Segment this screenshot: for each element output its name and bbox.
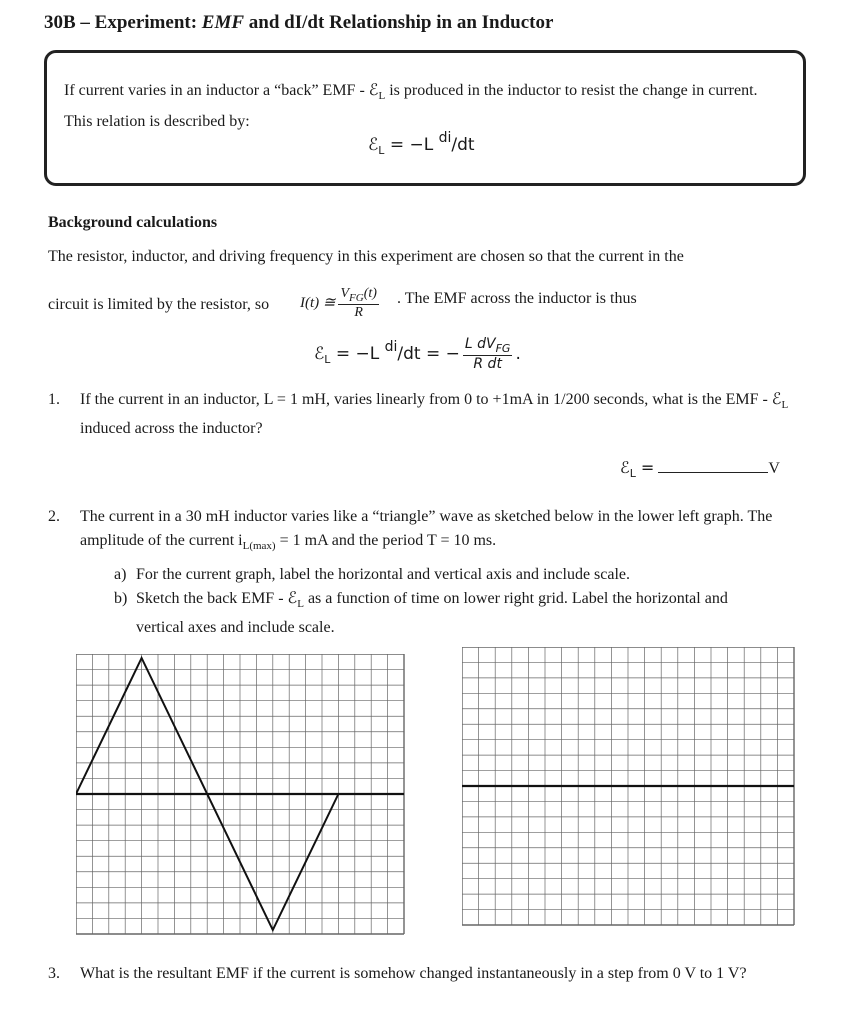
question-3-text: What is the resultant EMF if the current is somehow changed instantaneously in a step from 0 V to 1 V? xyxy=(80,965,747,982)
question-1-text: If the current in an inductor, L = 1 mH, varies linearly from 0 to +1mA in 1/200 seconds, what is the EMF - ℰ$_L$ induced across the inductor? xyxy=(80,391,789,437)
background-para-2: circuit is limited by the resistor, so xyxy=(48,296,270,313)
current-fraction: $\frac{V_{FG}(t)}{R}$ xyxy=(340,286,377,320)
emf-equation: ℰ$_L$ = −L $^{di}$/dt = − $\frac{L dV_{FG}}{\text{R dt}}$ . xyxy=(314,336,521,372)
background-heading: Background calculations xyxy=(48,214,218,231)
intro-text: If current varies in an inductor a “back” EMF - ℰ$_L$ is produced in the inductor to resist the change in current. This relation is described by: xyxy=(64,82,758,130)
background-para-2-end: . The EMF across the inductor is thus xyxy=(397,290,637,307)
current-graph-grid xyxy=(76,654,406,936)
question-2-text: The current in a 30 mH inductor varies like a “triangle” wave as sketched below in the lower left graph. The amplitude of the current $i_{L(max)} = 1$ mA and the period T = 10 ms. xyxy=(80,508,773,552)
current-approx: I(t) ≅ $\frac{V_{FG}(t)}{R}$ xyxy=(300,286,377,320)
page-title: 30B – Experiment: EMF and dI/dt Relationship in an Inductor xyxy=(44,12,554,33)
emf-sketch-grid[interactable] xyxy=(462,647,796,927)
intro-equation: ℰ$_L$ = −L $^{di}$/dt xyxy=(368,130,475,157)
background-para-1: The resistor, inductor, and driving frequency in this experiment are chosen so that the current in the xyxy=(48,248,684,265)
answer-blank-q1[interactable]: ℰ$_L$ = V xyxy=(620,458,780,480)
